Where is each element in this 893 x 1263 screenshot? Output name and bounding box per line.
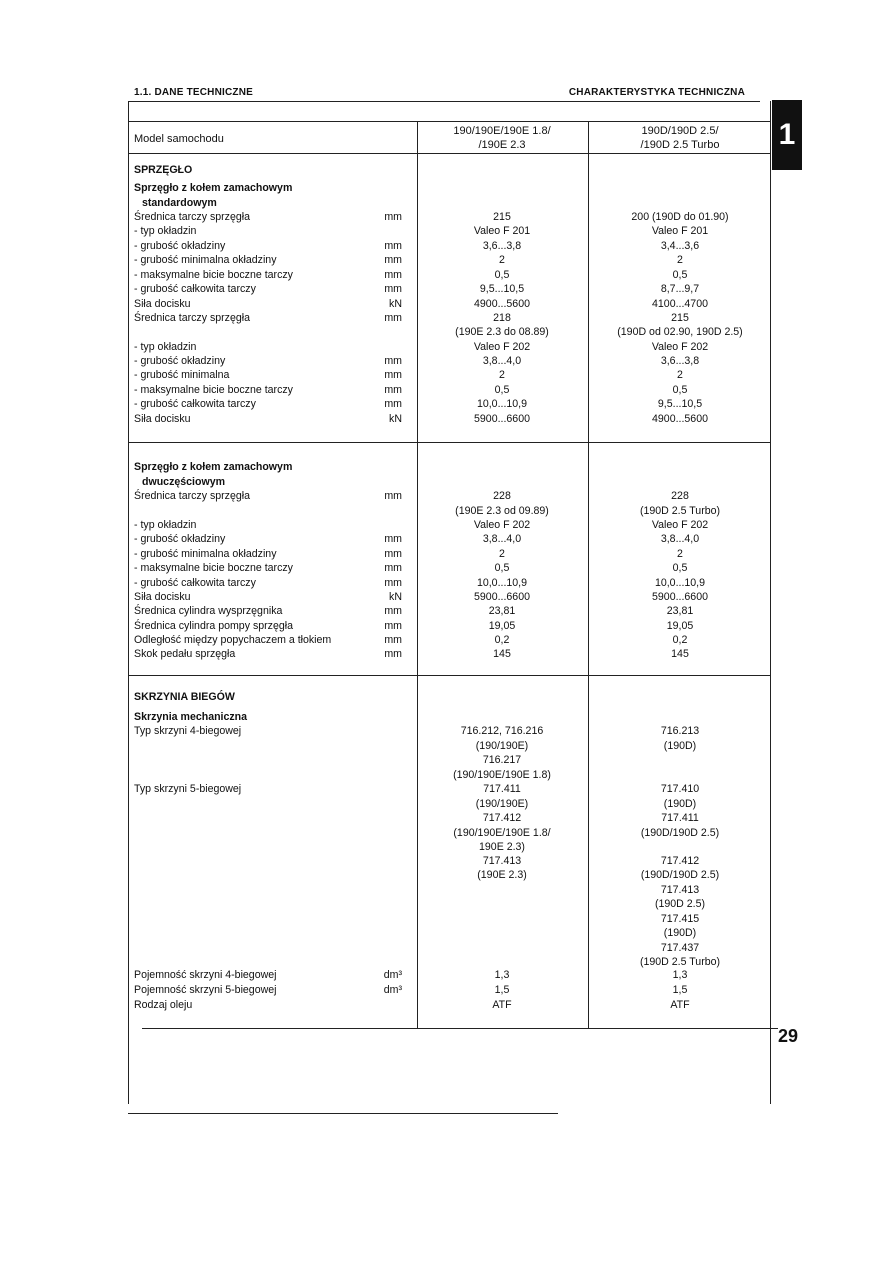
value-petrol: ATF (492, 999, 512, 1011)
value-diesel: 2 (677, 548, 683, 560)
model-label: Model samochodu (134, 133, 224, 145)
row-unit: mm (384, 254, 402, 266)
row-label: Średnica tarczy sprzęgła (134, 490, 250, 502)
value-petrol: 0,5 (494, 562, 510, 574)
row-unit: kN (389, 413, 402, 425)
row-unit: mm (384, 283, 402, 295)
value-diesel: 4900...5600 (652, 413, 708, 425)
header-rule (128, 101, 760, 102)
value-diesel: 0,5 (672, 562, 688, 574)
value-diesel: 716.213 (660, 725, 700, 737)
value-diesel: (190D 2.5 Turbo) (639, 956, 721, 968)
value-petrol: 5900...6600 (474, 591, 530, 603)
value-petrol: 716.212, 716.216 (460, 725, 544, 737)
row-label: Typ skrzyni 5-biegowej (134, 783, 242, 795)
value-petrol: 3,8...4,0 (482, 533, 522, 545)
row-unit: mm (384, 398, 402, 410)
value-petrol: (190/190E) (475, 740, 529, 752)
row-unit: mm (384, 312, 402, 324)
row-unit: mm (384, 533, 402, 545)
row-label: - grubość okładziny (134, 240, 226, 252)
section-title-right: CHARAKTERYSTYKA TECHNICZNA (568, 87, 745, 98)
value-petrol: 716.217 (482, 754, 522, 766)
column-header-line: 190D/190D 2.5/ (641, 125, 719, 137)
row-label: - typ okładzin (134, 519, 197, 531)
row-label: Siła docisku (134, 591, 191, 603)
table-bottom-rule (142, 1028, 778, 1029)
value-diesel: 2 (677, 254, 683, 266)
value-diesel: (190D 2.5 Turbo) (639, 505, 721, 517)
value-petrol: 3,8...4,0 (482, 355, 522, 367)
row-unit: mm (384, 384, 402, 396)
value-petrol: (190E 2.3 od 09.89) (455, 505, 549, 517)
value-petrol: 10,0...10,9 (476, 577, 528, 589)
value-diesel: Valeo F 201 (651, 225, 709, 237)
value-diesel: Valeo F 202 (651, 341, 709, 353)
row-label: Odległość między popychaczem a tłokiem (134, 634, 332, 646)
value-diesel: 717.412 (660, 855, 700, 867)
value-diesel: 717.413 (660, 884, 700, 896)
value-petrol: 2 (499, 548, 505, 560)
value-diesel: (190D) (663, 740, 697, 752)
row-label: - grubość całkowita tarczy (134, 283, 256, 295)
value-petrol: 10,0...10,9 (476, 398, 528, 410)
value-petrol: (190/190E) (475, 798, 529, 810)
row-unit: mm (384, 562, 402, 574)
table-top-rule (128, 121, 770, 122)
value-diesel: 9,5...10,5 (657, 398, 703, 410)
row-label: Średnica tarczy sprzęgła (134, 312, 250, 324)
value-diesel: (190D) (663, 798, 697, 810)
row-label: - grubość minimalna (134, 369, 230, 381)
page-number: 29 (778, 1026, 799, 1046)
row-unit: dm³ (383, 984, 402, 996)
column-header-diesel (590, 124, 770, 152)
row-label: Pojemność skrzyni 5-biegowej (134, 984, 277, 996)
divider-clutch-dual (128, 442, 770, 443)
value-diesel: 2 (677, 369, 683, 381)
row-label: Średnica tarczy sprzęgła (134, 211, 250, 223)
row-unit: kN (389, 298, 402, 310)
row-label: - grubość minimalna okładziny (134, 254, 277, 266)
value-diesel: (190D 2.5) (654, 898, 706, 910)
value-diesel: (190D/190D 2.5) (640, 827, 720, 839)
row-label: Skrzynia mechaniczna (134, 711, 248, 723)
value-diesel: (190D od 02.90, 190D 2.5) (617, 326, 743, 338)
value-diesel: 3,4...3,6 (660, 240, 700, 252)
row-label: - grubość okładziny (134, 533, 226, 545)
value-diesel: Valeo F 202 (651, 519, 709, 531)
value-diesel: 717.437 (660, 942, 700, 954)
value-petrol: 190E 2.3) (479, 841, 525, 853)
row-label: - grubość całkowita tarczy (134, 577, 256, 589)
value-diesel: 215 (671, 312, 689, 324)
row-unit: dm³ (383, 969, 402, 981)
value-diesel: 0,5 (672, 384, 688, 396)
row-label: - maksymalne bicie boczne tarczy (134, 384, 293, 396)
row-unit: mm (384, 605, 402, 617)
value-diesel: 4100...4700 (652, 298, 708, 310)
value-diesel: 1,3 (672, 969, 688, 981)
value-petrol: (190E 2.3 do 08.89) (455, 326, 549, 338)
value-petrol: 2 (499, 254, 505, 266)
value-diesel: 8,7...9,7 (660, 283, 700, 295)
value-diesel: (190D) (663, 927, 697, 939)
value-petrol: (190/190E/190E 1.8/ (453, 827, 551, 839)
value-petrol: 717.412 (482, 812, 522, 824)
row-unit: mm (384, 577, 402, 589)
value-diesel: ATF (670, 999, 690, 1011)
value-petrol: 0,5 (494, 384, 510, 396)
row-unit: mm (384, 355, 402, 367)
row-unit: mm (384, 369, 402, 381)
row-unit: mm (384, 548, 402, 560)
value-petrol: 2 (499, 369, 505, 381)
row-label: - maksymalne bicie boczne tarczy (134, 562, 293, 574)
row-label: - typ okładzin (134, 341, 197, 353)
value-petrol: 717.413 (482, 855, 522, 867)
value-petrol: 1,3 (494, 969, 510, 981)
value-petrol: Valeo F 201 (473, 225, 531, 237)
value-petrol: 4900...5600 (474, 298, 530, 310)
row-unit: mm (384, 648, 402, 660)
row-label: Rodzaj oleju (134, 999, 193, 1011)
value-petrol: 23,81 (488, 605, 516, 617)
row-label: SPRZĘGŁO (134, 164, 193, 176)
row-label: Sprzęgło z kołem zamachowym (134, 182, 293, 194)
column-header-line: 190/190E/190E 1.8/ (453, 125, 551, 137)
row-label: Pojemność skrzyni 4-biegowej (134, 969, 277, 981)
table-head-rule (128, 153, 770, 154)
row-label: - grubość minimalna okładziny (134, 548, 277, 560)
row-label: Średnica cylindra pompy sprzęgła (134, 620, 293, 632)
value-diesel: 145 (671, 648, 689, 660)
page-left-edge (128, 101, 129, 1104)
row-label: Średnica cylindra wysprzęgnika (134, 605, 283, 617)
column-header-line: /190E 2.3 (478, 139, 526, 151)
divider-gearbox (128, 675, 770, 676)
value-petrol: Valeo F 202 (473, 519, 531, 531)
value-diesel: 717.411 (661, 812, 699, 824)
value-diesel: 3,8...4,0 (660, 533, 700, 545)
row-unit: mm (384, 211, 402, 223)
value-diesel: 10,0...10,9 (654, 577, 706, 589)
value-diesel: 5900...6600 (652, 591, 708, 603)
section-title-left: 1.1. DANE TECHNICZNE (134, 87, 254, 98)
row-unit: mm (384, 269, 402, 281)
chapter-tab (772, 100, 802, 170)
value-petrol: (190E 2.3) (477, 869, 527, 881)
value-diesel: (190D/190D 2.5) (640, 869, 720, 881)
row-label: - grubość okładziny (134, 355, 226, 367)
column-header-petrol (418, 124, 586, 152)
value-petrol: 1,5 (494, 984, 510, 996)
row-label: Siła docisku (134, 413, 191, 425)
row-label: - maksymalne bicie boczne tarczy (134, 269, 293, 281)
row-label: standardowym (142, 197, 217, 209)
column-header-line: /190D 2.5 Turbo (640, 139, 720, 151)
value-diesel: 0,5 (672, 269, 688, 281)
value-diesel: 1,5 (672, 984, 688, 996)
row-unit: mm (384, 490, 402, 502)
value-diesel: 717.410 (660, 783, 700, 795)
value-petrol: (190/190E/190E 1.8) (453, 769, 551, 781)
value-petrol: 9,5...10,5 (479, 283, 525, 295)
row-label: - grubość całkowita tarczy (134, 398, 256, 410)
value-petrol: 3,6...3,8 (482, 240, 522, 252)
page-bottom-rule (128, 1113, 558, 1114)
row-unit: mm (384, 240, 402, 252)
row-label: Typ skrzyni 4-biegowej (134, 725, 242, 737)
row-label: Skok pedału sprzęgła (134, 648, 236, 660)
row-unit: mm (384, 620, 402, 632)
page-right-edge (770, 101, 771, 1104)
value-petrol: 0,2 (494, 634, 510, 646)
value-diesel: 19,05 (666, 620, 694, 632)
row-label: dwuczęściowym (142, 476, 226, 488)
value-diesel: 3,6...3,8 (660, 355, 700, 367)
value-petrol: 717.411 (483, 783, 521, 795)
chapter-number: 1 (778, 118, 796, 151)
value-petrol: Valeo F 202 (473, 341, 531, 353)
value-petrol: 5900...6600 (474, 413, 530, 425)
row-label: - typ okładzin (134, 225, 197, 237)
value-petrol: 145 (493, 648, 511, 660)
value-petrol: 228 (493, 490, 511, 502)
value-petrol: 19,05 (488, 620, 516, 632)
col-divider-2 (588, 121, 589, 1028)
row-label: Sprzęgło z kołem zamachowym (134, 461, 293, 473)
value-petrol: 0,5 (494, 269, 510, 281)
value-petrol: 218 (493, 312, 511, 324)
value-diesel: 717.415 (660, 913, 700, 925)
row-unit: mm (384, 634, 402, 646)
value-petrol: 215 (493, 211, 511, 223)
row-label: SKRZYNIA BIEGÓW (134, 691, 235, 703)
value-diesel: 0,2 (672, 634, 688, 646)
value-diesel: 228 (671, 490, 689, 502)
value-diesel: 23,81 (666, 605, 694, 617)
row-label: Siła docisku (134, 298, 191, 310)
value-diesel: 200 (190D do 01.90) (631, 211, 729, 223)
row-unit: kN (389, 591, 402, 603)
